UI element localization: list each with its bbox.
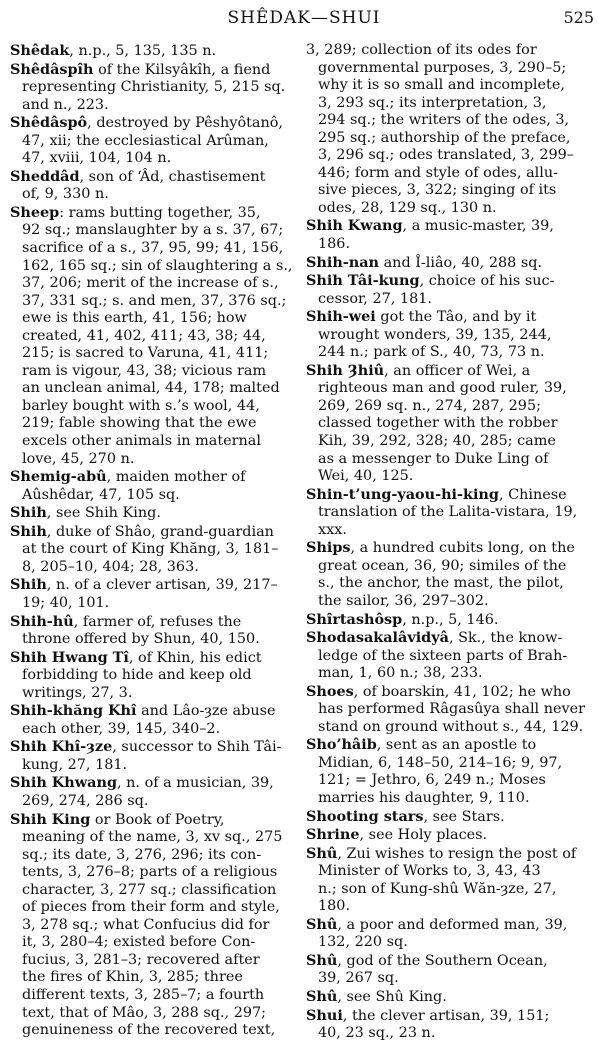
entry-text: wrought wonders, 39, 135, 244, xyxy=(318,326,552,343)
entry-text: , see Stars. xyxy=(423,808,505,825)
entry-line xyxy=(306,344,594,362)
entry-line xyxy=(306,415,594,433)
entry-text: , n.p., 5, 146. xyxy=(402,611,499,628)
entry-text: 132, 220 sq. xyxy=(318,934,408,951)
page-header xyxy=(0,0,608,40)
entry-text: Midian, 6, 148–50, 214–16; 9, 97, xyxy=(318,754,563,771)
entry-text: sq.; its date, 3, 276, 296; its con- xyxy=(22,846,262,863)
entry-text: 269, 269 sq. n., 274, 287, 295; xyxy=(318,397,541,414)
entry-text: 3, 278 sq.; what Confucius did for xyxy=(22,916,270,933)
index-entry xyxy=(306,629,594,683)
entry-text: , a music-master, 39, xyxy=(402,218,554,235)
entry-line xyxy=(306,236,594,254)
entry-text: man, 1, 60 n.; 38, 233. xyxy=(318,665,483,682)
entry-line xyxy=(306,1025,594,1043)
entry-line xyxy=(10,1005,298,1023)
index-entry xyxy=(306,845,594,916)
index-entry xyxy=(10,114,298,168)
entry-text: 162, 165 sq.; sin of slaughtering a s., xyxy=(22,257,293,274)
entry-line xyxy=(10,433,298,451)
entry-line xyxy=(10,168,298,187)
entry-text: 37, 206; merit of the increase of s., xyxy=(22,275,279,292)
entry-line xyxy=(10,667,298,685)
entry-line xyxy=(306,863,594,881)
entry-text: meaning of the name, 3, xv sq., 275 xyxy=(22,829,283,846)
entry-text: 92 sq.; manslaughter by a s. 37, 67; xyxy=(22,222,284,239)
entry-text: 3, 293 sq.; its interpretation, 3, xyxy=(318,94,547,111)
entry-text: 39, 267 sq. xyxy=(318,970,399,987)
entry-line xyxy=(306,845,594,864)
entry-text: translation of the Lalita-vistara, 19, xyxy=(318,504,578,521)
entry-text: and n., 223. xyxy=(22,96,109,113)
entry-headword: Shih xyxy=(10,522,47,540)
entry-line xyxy=(10,829,298,847)
entry-text: , a hundred cubits long, on the xyxy=(350,540,575,557)
entry-line xyxy=(10,864,298,882)
entry-text: , an officer of Wei, a xyxy=(384,362,531,379)
index-entry xyxy=(10,774,298,810)
entry-line xyxy=(306,272,594,291)
entry-line xyxy=(306,1007,594,1026)
entry-text: n.; son of Kung-shû Wăn-ȝze, 27, xyxy=(318,880,557,897)
entry-text: ewe is this earth, 41, 156; how xyxy=(22,310,247,327)
entry-headword: Sheddâd xyxy=(10,167,80,185)
entry-line xyxy=(306,522,594,540)
entry-line xyxy=(10,42,298,61)
entry-text: cessor, 27, 181. xyxy=(318,290,432,307)
entry-text: , see Shû King. xyxy=(337,988,447,1005)
entry-text: created, 41, 402, 411; 43, 38; 44, xyxy=(22,327,266,344)
entry-line xyxy=(306,558,594,576)
entry-text: , maiden mother of xyxy=(106,469,246,486)
entry-text: , Zui wishes to resign the post of xyxy=(337,845,577,862)
entry-text: got the Tâo, and by it xyxy=(375,309,537,326)
entry-headword: Shih-khăng Khî xyxy=(10,702,137,720)
index-entry xyxy=(10,702,298,738)
entry-text: , see Shih King. xyxy=(46,505,161,522)
entry-line xyxy=(10,811,298,830)
entry-text: , Chinese xyxy=(498,486,567,503)
entry-line xyxy=(306,916,594,935)
entry-headword: Shih xyxy=(10,576,47,594)
entry-line xyxy=(306,934,594,952)
index-entry xyxy=(10,504,298,523)
entry-headword: Shû xyxy=(306,844,338,862)
entry-text: as a messenger to Duke Ling of xyxy=(318,450,549,467)
running-head: SHÊDAK—SHUI xyxy=(227,8,381,28)
entry-line xyxy=(10,738,298,757)
entry-text: classed together with the robber xyxy=(318,415,558,432)
entry-line xyxy=(306,808,594,827)
entry-text: the sailor, 36, 297–302. xyxy=(318,592,489,609)
entry-text: , n. of a musician, 39, xyxy=(117,775,274,792)
entry-headword: Shih Khwang xyxy=(10,774,118,792)
entry-text: , duke of Shâo, grand-guardian xyxy=(46,523,274,540)
entry-text: character, 3, 277 sq.; classification xyxy=(22,881,277,898)
entry-headword: Shodasakalâvidyâ xyxy=(306,629,449,647)
index-entry xyxy=(306,486,594,540)
entry-text: , farmer of, refuses the xyxy=(73,613,242,630)
entry-text: 37, 331 sq.; s. and men, 37, 376 sq.; xyxy=(22,292,287,309)
entry-text: 8, 205–10, 404; 28, 363. xyxy=(22,558,199,575)
entry-text: and Lâo-ȝze abuse xyxy=(136,703,276,720)
entry-text: love, 45, 270 n. xyxy=(22,450,135,467)
left-column xyxy=(10,42,298,1040)
entry-text: 40, 23 sq., 23 n. xyxy=(318,1025,436,1042)
entry-line xyxy=(10,415,298,433)
entry-line xyxy=(10,363,298,381)
entry-line xyxy=(306,60,594,78)
entry-line xyxy=(306,291,594,309)
entry-line xyxy=(10,793,298,811)
entry-line xyxy=(306,593,594,611)
entry-text: 446; form and style of odes, allu- xyxy=(318,164,559,181)
entry-line xyxy=(306,611,594,630)
entry-text: genuineness of the recovered text, xyxy=(22,1022,276,1039)
entry-text: 219; fable showing that the ewe xyxy=(22,415,257,432)
entry-text: excels other animals in maternal xyxy=(22,433,261,450)
entry-line xyxy=(10,1022,298,1040)
entry-line xyxy=(306,217,594,236)
entry-text: 180. xyxy=(318,898,351,915)
entry-text: and Î-liâo, 40, 288 sq. xyxy=(379,254,543,271)
index-entry xyxy=(10,738,298,774)
entry-line xyxy=(306,648,594,666)
entry-text: different texts, 3, 285–7; a fourth xyxy=(22,986,265,1003)
entry-text: at the court of King Khăng, 3, 181– xyxy=(22,541,279,558)
index-entry xyxy=(306,988,594,1007)
index-entry xyxy=(306,683,594,737)
entry-line xyxy=(306,719,594,737)
entry-line xyxy=(306,790,594,808)
entry-text: 47, xviii, 104, 104 n. xyxy=(22,150,172,167)
entry-text: ram is vigour, 43, 38; vicious ram xyxy=(22,362,267,379)
entry-line xyxy=(306,451,594,469)
entry-text: kung, 27, 181. xyxy=(22,756,128,773)
entry-text: xxx. xyxy=(318,521,347,538)
entry-headword: Shû xyxy=(306,951,338,969)
index-entry xyxy=(306,42,594,217)
entry-headword: Shih Hwang Tî xyxy=(10,648,129,666)
entry-line xyxy=(10,649,298,668)
entry-line xyxy=(306,575,594,593)
entry-line xyxy=(10,613,298,632)
entry-line xyxy=(306,433,594,451)
index-entry xyxy=(10,649,298,703)
entry-line xyxy=(10,559,298,577)
entry-line xyxy=(10,847,298,865)
entry-text: , n.p., 5, 135, 135 n. xyxy=(69,43,217,59)
index-entry xyxy=(10,61,298,115)
entry-line xyxy=(10,899,298,917)
index-entry xyxy=(10,468,298,504)
entry-line xyxy=(10,222,298,240)
right-column xyxy=(306,42,594,1043)
entry-text: sacrifice of a s., 37, 95, 99; 41, 156, xyxy=(22,240,284,257)
entry-text: 215; is sacred to Varuna, 41, 411; xyxy=(22,345,269,362)
index-entry xyxy=(306,916,594,952)
entry-line xyxy=(306,755,594,773)
entry-line xyxy=(10,79,298,97)
entry-line xyxy=(10,523,298,542)
index-entry xyxy=(306,272,594,308)
entry-line xyxy=(306,701,594,719)
index-entry xyxy=(306,1007,594,1043)
entry-line xyxy=(306,398,594,416)
entry-text: , son of ‘Âd, chastisement xyxy=(79,168,266,185)
entry-headword: Shih King xyxy=(10,810,91,828)
entry-headword: Shih Khî-ȝze xyxy=(10,738,113,756)
entry-headword: Shih-hû xyxy=(10,612,74,630)
entry-line xyxy=(10,702,298,721)
entry-line xyxy=(10,150,298,168)
entry-text: it, 3, 280–4; existed before Con- xyxy=(22,934,256,951)
entry-line xyxy=(306,468,594,486)
entry-line xyxy=(10,204,298,223)
entry-text: an unclean animal, 44, 178; malted xyxy=(22,380,280,397)
entry-text: writings, 27, 3. xyxy=(22,684,133,701)
index-entry xyxy=(10,204,298,468)
entry-headword: Shih Ȝhiû xyxy=(306,361,385,379)
entry-line xyxy=(10,468,298,487)
entry-text: , of boarskin, 41, 102; he who xyxy=(353,683,571,700)
entry-line xyxy=(306,112,594,130)
entry-text: s., the anchor, the mast, the pilot, xyxy=(318,575,564,592)
entry-line xyxy=(306,308,594,327)
entry-text: representing Christianity, 5, 215 sq. xyxy=(22,79,286,96)
entry-line xyxy=(10,328,298,346)
entry-headword: Shih-wei xyxy=(306,308,376,326)
entry-text: , choice of his suc- xyxy=(419,273,555,290)
entry-text: forbidding to hide and keep old xyxy=(22,667,252,684)
entry-text: , successor to Shih Tâi- xyxy=(112,739,282,756)
entry-text: 186. xyxy=(318,236,351,253)
entry-line xyxy=(10,987,298,1005)
entry-text: righteous man and good ruler, 39, xyxy=(318,380,567,397)
entry-line xyxy=(306,881,594,899)
entry-line xyxy=(10,952,298,970)
entry-text: Wei, 40, 125. xyxy=(318,468,414,485)
entry-line xyxy=(306,539,594,558)
entry-text: 269, 274, 286 sq. xyxy=(22,792,149,809)
entry-text: governmental purposes, 3, 290–5; xyxy=(318,59,567,76)
entry-line xyxy=(10,917,298,935)
entry-headword: Shrine xyxy=(306,826,360,844)
entry-line xyxy=(10,133,298,151)
entry-line xyxy=(10,114,298,133)
entry-line xyxy=(306,988,594,1007)
entry-line xyxy=(306,826,594,845)
entry-line xyxy=(10,934,298,952)
entry-text: or Book of Poetry, xyxy=(90,811,225,828)
entry-text: the fires of Khin, 3, 285; three xyxy=(22,969,243,986)
entry-text: why it is so small and incomplete, xyxy=(318,77,565,94)
entry-text: throne offered by Shun, 40, 150. xyxy=(22,631,260,648)
entry-line xyxy=(10,631,298,649)
entry-line xyxy=(10,380,298,398)
entry-text: 244 n.; park of S., 40, 73, 73 n. xyxy=(318,344,545,361)
entry-line xyxy=(10,240,298,258)
entry-text: , god of the Southern Ocean, xyxy=(337,952,548,969)
entry-text: stand on ground without s., 44, 129. xyxy=(318,718,584,735)
entry-headword: Sho’hâib xyxy=(306,736,377,754)
entry-line xyxy=(306,380,594,398)
index-entry xyxy=(10,811,298,1040)
entry-line xyxy=(306,504,594,522)
entry-text: 3, 296 sq.; odes translated, 3, 299– xyxy=(318,147,574,164)
entry-line xyxy=(10,576,298,595)
entry-text: Kih, 39, 292, 328; 40, 285; came xyxy=(318,433,556,450)
entry-text: tents, 3, 276–8; parts of a religious xyxy=(22,864,278,881)
entry-line xyxy=(10,275,298,293)
entry-line xyxy=(306,683,594,702)
entry-text: of the Kilsyâkîh, a fiend xyxy=(93,61,271,78)
entry-text: , see Holy places. xyxy=(359,827,488,844)
entry-line xyxy=(306,327,594,345)
entry-text: , sent as an apostle to xyxy=(376,737,537,754)
entry-headword: Ships xyxy=(306,539,351,557)
entry-line xyxy=(10,97,298,115)
entry-text: great ocean, 36, 90; similes of the xyxy=(318,557,567,574)
entry-line xyxy=(10,969,298,987)
index-entry xyxy=(306,539,594,610)
entry-text: : rams butting together, 35, xyxy=(59,204,261,221)
entry-line xyxy=(10,451,298,469)
index-entry xyxy=(306,736,594,807)
entry-text: sive pieces, 3, 322; singing of its xyxy=(318,182,557,199)
index-entry xyxy=(306,826,594,845)
entry-line xyxy=(10,398,298,416)
entry-line xyxy=(306,130,594,148)
entry-headword: Shoes xyxy=(306,682,354,700)
entry-text: 3, 289; collection of its odes for xyxy=(306,42,537,58)
entry-headword: Sheep xyxy=(10,203,60,221)
entry-text: barley bought with s.’s wool, 44, xyxy=(22,397,260,414)
entry-line xyxy=(306,42,594,60)
entry-text: fucius, 3, 281–3; recovered after xyxy=(22,951,260,968)
entry-line xyxy=(10,882,298,900)
page-number: 525 xyxy=(563,8,594,27)
entry-headword: Shû xyxy=(306,987,338,1005)
entry-text: ledge of the sixteen parts of Brah- xyxy=(318,647,568,664)
entry-headword: Shih Kwang xyxy=(306,217,403,235)
entry-line xyxy=(10,774,298,793)
entry-text: 121; = Jethro, 6, 249 n.; Moses xyxy=(318,772,546,789)
index-entry xyxy=(306,611,594,630)
entry-headword: Shooting stars xyxy=(306,807,424,825)
index-entry xyxy=(306,362,594,486)
entry-headword: Shêdak xyxy=(10,42,70,59)
entry-headword: Shih-nan xyxy=(306,253,380,271)
entry-line xyxy=(10,61,298,80)
index-entry xyxy=(306,254,594,273)
entry-text: , of Khin, his edict xyxy=(128,649,262,666)
entry-line xyxy=(306,970,594,988)
index-entry xyxy=(306,952,594,988)
entry-text: marries his daughter, 9, 110. xyxy=(318,789,530,806)
entry-text: , a poor and deformed man, 39, xyxy=(337,916,568,933)
entry-line xyxy=(306,147,594,165)
entry-line xyxy=(306,898,594,916)
entry-line xyxy=(306,952,594,971)
entry-line xyxy=(306,77,594,95)
entry-line xyxy=(10,757,298,775)
entry-text: 294 sq.; the writers of the odes, 3, xyxy=(318,112,570,129)
entry-line xyxy=(306,182,594,200)
entry-text: , destroyed by Pêshyôtanô, xyxy=(87,115,283,132)
entry-text: Minister of Works to, 3, 43, 43 xyxy=(318,863,541,880)
entry-headword: Shêdâspîh xyxy=(10,60,94,78)
entry-line xyxy=(10,721,298,739)
entry-line xyxy=(10,310,298,328)
entry-line xyxy=(10,186,298,204)
entry-headword: Shû xyxy=(306,915,338,933)
entry-line xyxy=(10,293,298,311)
entry-text: has performed Râgasûya shall never xyxy=(318,701,586,718)
entry-text: of pieces from their form and style, xyxy=(22,899,280,916)
entry-headword: Shih Tâi-kung xyxy=(306,272,420,290)
entry-line xyxy=(10,487,298,505)
index-entry xyxy=(10,613,298,649)
entry-line xyxy=(306,254,594,273)
index-entry xyxy=(306,308,594,362)
entry-text: each other, 39, 145, 340–2. xyxy=(22,720,221,737)
entry-line xyxy=(10,504,298,523)
entry-line xyxy=(306,772,594,790)
entry-text: , Sk., the know- xyxy=(448,630,563,647)
index-entry xyxy=(10,576,298,612)
entry-text: Aûshêdar, 47, 105 sq. xyxy=(22,486,180,503)
entry-text: , n. of a clever artisan, 39, 217– xyxy=(46,577,278,594)
entry-line xyxy=(306,736,594,755)
entry-text: 295 sq.; authorship of the preface, xyxy=(318,129,571,146)
entry-line xyxy=(306,200,594,218)
entry-headword: Shêdâspô xyxy=(10,114,88,132)
index-entry xyxy=(306,217,594,253)
entry-line xyxy=(306,165,594,183)
entry-text: of, 9, 330 n. xyxy=(22,186,109,203)
entry-line xyxy=(10,541,298,559)
entry-line xyxy=(306,95,594,113)
index-entry xyxy=(10,523,298,577)
entry-headword: Shîrtashôsp xyxy=(306,610,403,628)
entry-text: text, that of Mâo, 3, 288 sq., 297; xyxy=(22,1004,267,1021)
entry-line xyxy=(306,629,594,648)
entry-line xyxy=(306,362,594,381)
entry-text: 47, xii; the ecclesiastical Arûman, xyxy=(22,132,269,149)
index-entry xyxy=(10,42,298,61)
index-entry xyxy=(306,808,594,827)
entry-text: 19; 40, 101. xyxy=(22,594,110,611)
entry-text: , the clever artisan, 39, 151; xyxy=(342,1007,550,1024)
entry-line xyxy=(306,486,594,505)
entry-line xyxy=(10,685,298,703)
index-entry xyxy=(10,168,298,204)
entry-line xyxy=(10,345,298,363)
entry-headword: Shih xyxy=(10,504,47,522)
entry-line xyxy=(10,258,298,276)
entry-headword: Shin-t’ung-yaou-hi-king xyxy=(306,485,499,503)
entry-headword: Shemig-abû xyxy=(10,468,107,486)
entry-text: odes, 28, 129 sq., 130 n. xyxy=(318,199,497,216)
entry-line xyxy=(306,665,594,683)
entry-headword: Shui xyxy=(306,1006,343,1024)
entry-line xyxy=(10,595,298,613)
